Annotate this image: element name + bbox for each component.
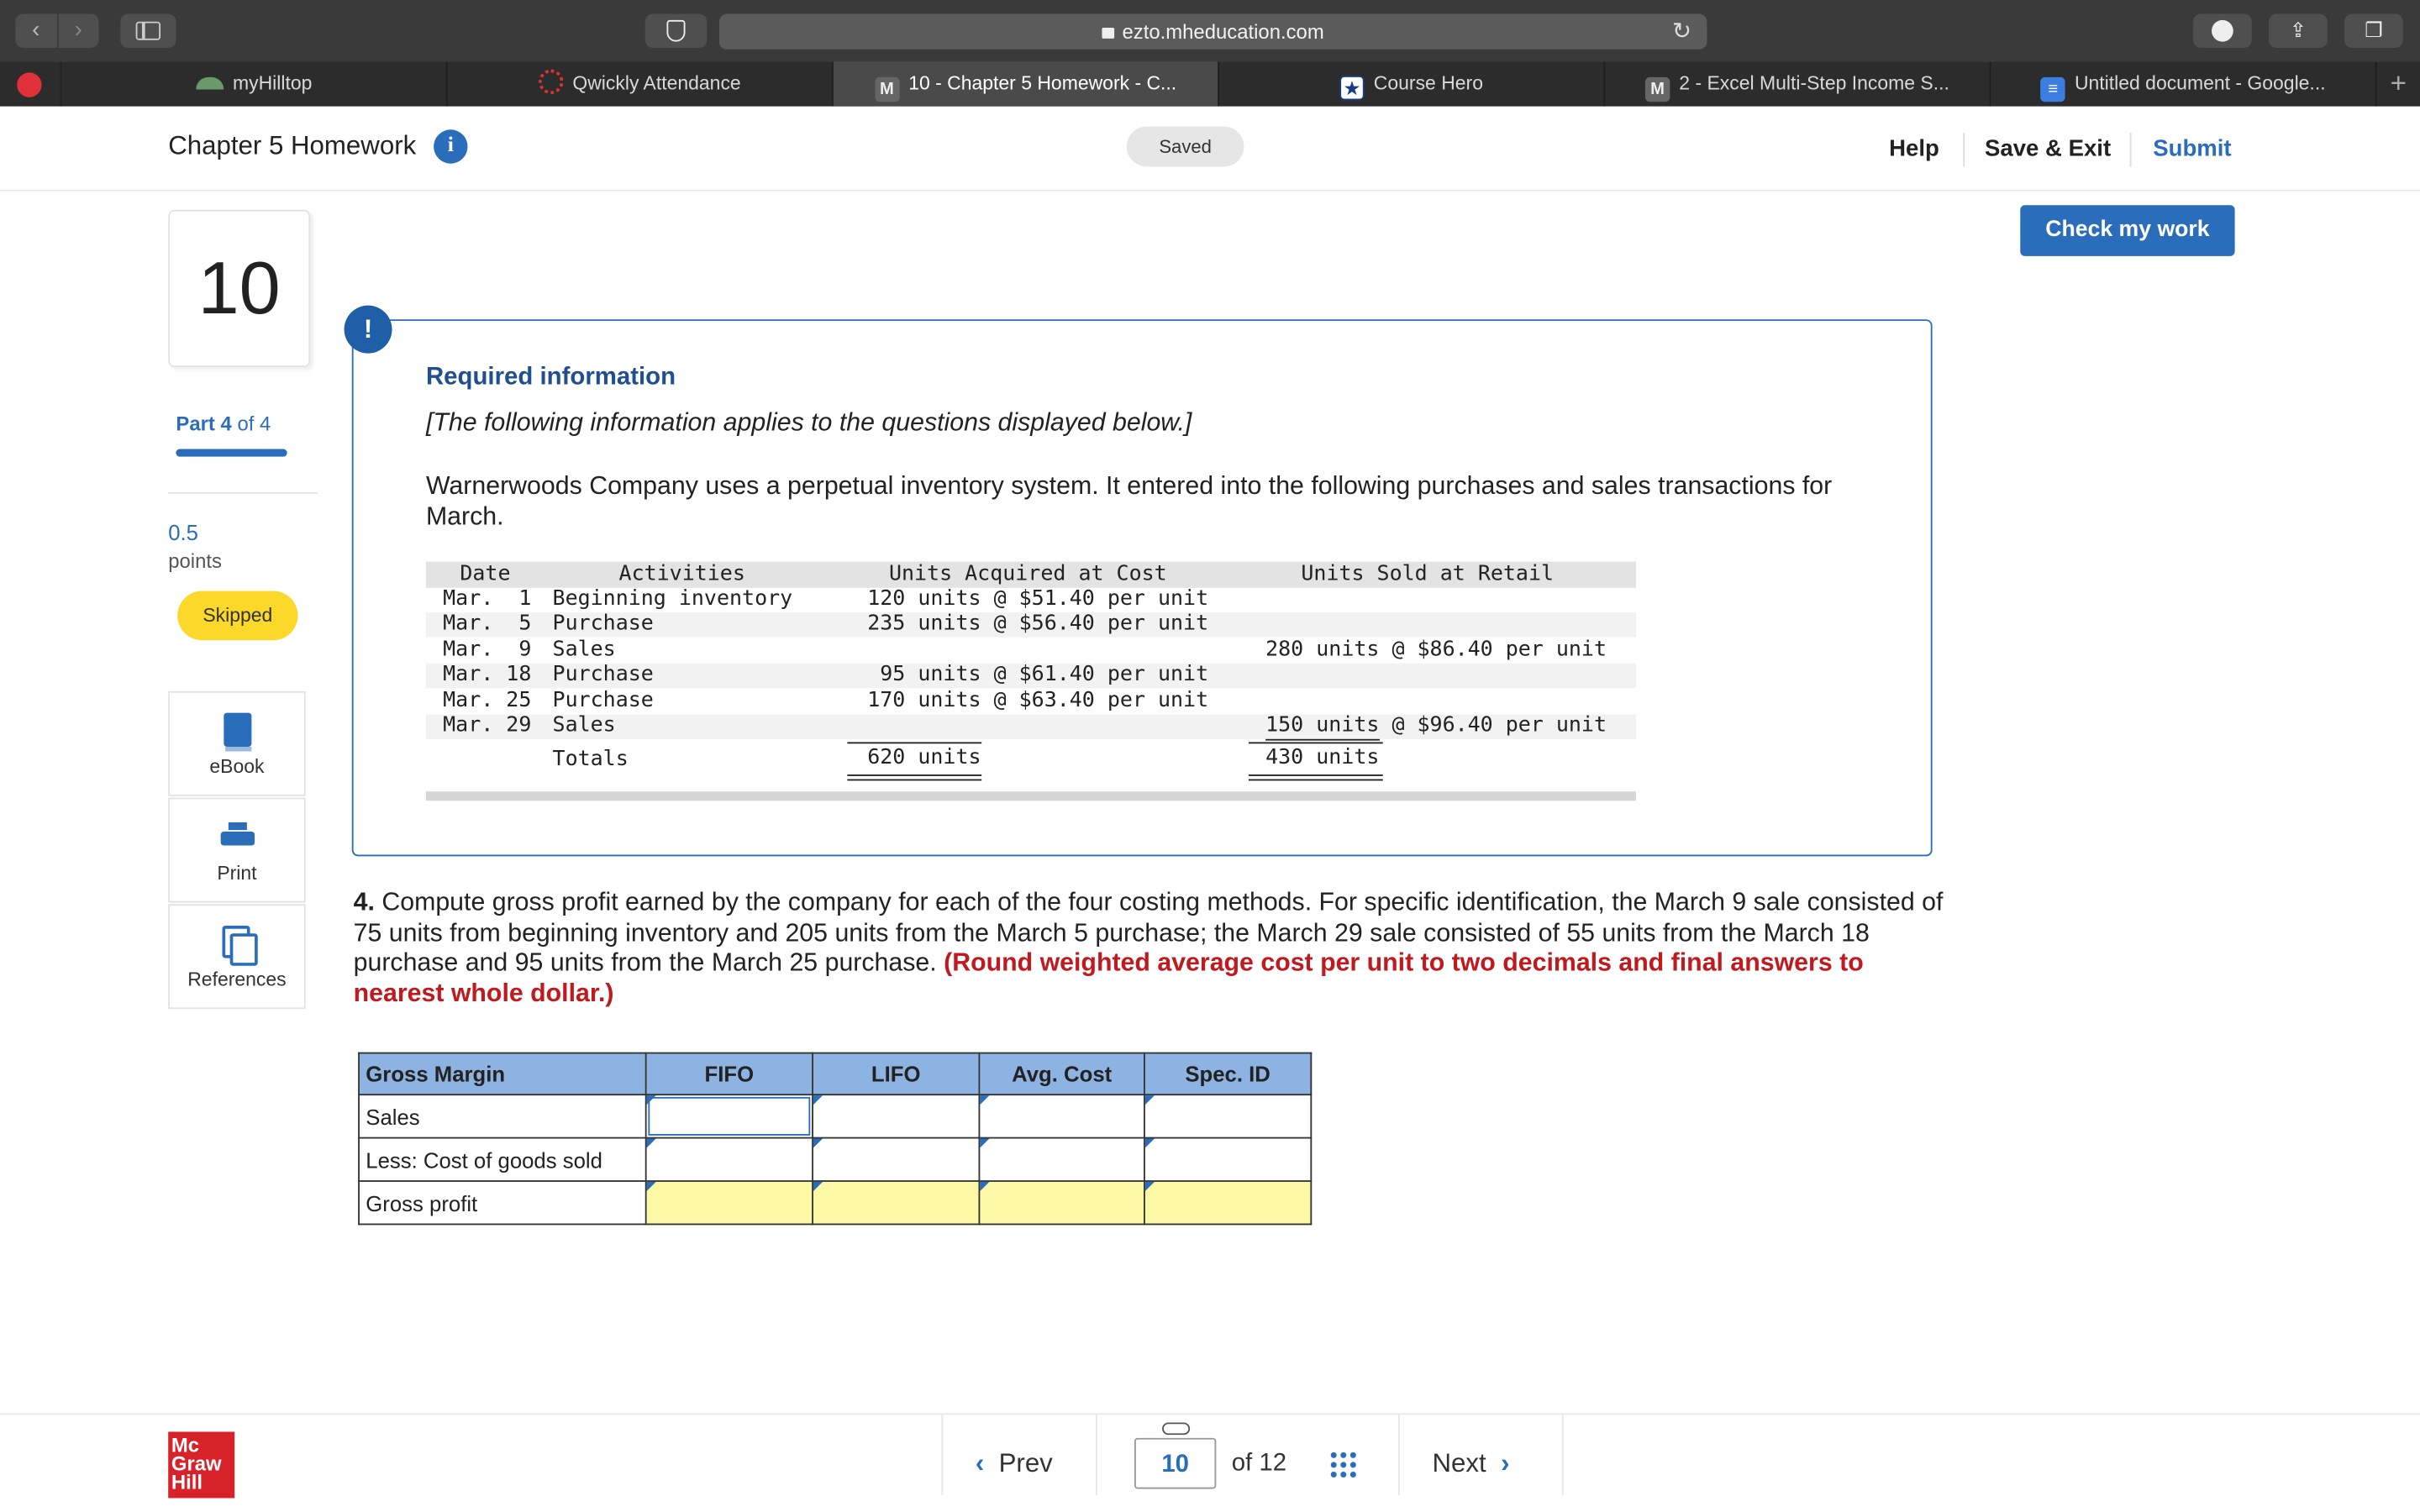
alert-icon: ! [345,306,392,354]
google-docs-icon: ≡ [2041,77,2065,102]
row-label-cogs: Less: Cost of goods sold [359,1138,646,1181]
input-cell[interactable] [813,1139,979,1181]
total-sold: 430 units [1265,745,1380,770]
ebook-button[interactable]: eBook [168,691,305,796]
header-fifo: FIFO [646,1053,813,1095]
tab-qwickly[interactable]: Qwickly Attendance [448,61,834,106]
tab-google-doc[interactable]: ≡ Untitled document - Google... [1991,61,2376,106]
row-activity: Purchase [552,661,654,687]
gross-profit-lifo-input[interactable] [813,1181,979,1224]
new-tab-button[interactable]: + [2390,67,2407,99]
double-underline [847,774,981,776]
divider [1398,1415,1400,1495]
address-bar[interactable] [719,14,1707,50]
table-row [359,1095,1311,1137]
header-spec-id: Spec. ID [1144,1053,1311,1095]
required-info-note: [The following information applies to the questions displayed below.] [425,408,1192,437]
input-cell[interactable] [980,1139,1144,1181]
divider [168,492,318,494]
mcgraw-icon: M [1645,77,1670,102]
underline [1249,742,1383,743]
tab-overview-button[interactable] [2344,14,2403,48]
total-acquired: 620 units [867,745,981,770]
points-label: points [168,549,222,573]
divider [1963,133,1965,166]
next-button[interactable]: Next › [1432,1448,1510,1478]
row-activity: Purchase [552,611,654,636]
header-avg-cost: Avg. Cost [979,1053,1144,1095]
mcgraw-hill-logo: Mc Graw Hill [168,1431,234,1498]
save-exit-link[interactable]: Save & Exit [1985,135,2112,162]
sales-avg-input[interactable] [979,1095,1144,1137]
totals-label: Totals [552,746,629,772]
mcgraw-icon: M [875,77,899,102]
help-link[interactable]: Help [1889,135,1939,162]
gross-profit-fifo-input[interactable] [646,1181,813,1224]
row-acquired: 170 units @ $63.40 per unit [867,688,1209,713]
print-button[interactable]: Print [168,798,305,903]
divider [1096,1415,1097,1495]
page-total: of 12 [1231,1450,1287,1477]
question-number: 10 [168,210,310,367]
tab-bar [0,61,2420,106]
input-cell[interactable] [1145,1182,1311,1224]
downloads-button[interactable] [2193,14,2252,48]
page-title: Chapter 5 Homework [168,131,417,161]
question-grid-icon[interactable] [1328,1451,1358,1480]
col-header-acquired: Units Acquired at Cost [888,561,1167,586]
row-label-gross-profit: Gross profit [359,1181,646,1224]
input-cell[interactable] [813,1182,979,1224]
check-my-work-button[interactable]: Check my work [2020,205,2234,256]
share-icon: ⇪ [2289,18,2307,42]
tab-myhilltop[interactable]: myHilltop [61,61,447,106]
table-row [359,1181,1311,1224]
gross-margin-table [358,1053,1312,1226]
chevron-left-icon: ‹ [975,1448,985,1478]
divider [1562,1415,1564,1495]
underline [847,742,981,743]
tab-course-hero[interactable]: ★ Course Hero [1219,61,1605,106]
tabs-icon: ❐ [2365,18,2383,42]
cogs-lifo-input[interactable] [813,1138,979,1181]
saved-status-badge: Saved [1127,127,1244,167]
row-acquired: 235 units @ $56.40 per unit [867,611,1209,636]
table-bottom-rule [426,791,1636,801]
row-acquired: 120 units @ $51.40 per unit [867,585,1209,612]
privacy-shield-button[interactable] [645,14,707,48]
sales-spec-input[interactable] [1144,1095,1311,1137]
row-acquired: 95 units @ $61.40 per unit [867,661,1209,687]
pinned-tab[interactable] [0,61,61,106]
cogs-avg-input[interactable] [979,1138,1144,1181]
row-date: Mar. 5 [443,611,532,636]
col-header-activities: Activities [618,561,745,586]
youtube-icon [17,72,41,97]
sales-lifo-input[interactable] [813,1095,979,1137]
cogs-fifo-input[interactable] [646,1138,813,1181]
sidebar-icon [136,22,160,40]
page-number-input[interactable]: 10 [1134,1438,1216,1489]
part-indicator: Part 4 of 4 [176,412,271,435]
book-icon [223,713,250,747]
sales-fifo-input[interactable] [646,1095,813,1137]
course-hero-icon: ★ [1339,76,1364,100]
divider [941,1415,943,1495]
input-cell[interactable] [647,1095,813,1137]
row-activity: Sales [552,637,616,662]
double-underline [1249,780,1383,781]
double-underline [847,780,981,781]
lock-icon [1102,28,1115,39]
share-button[interactable] [2269,14,2328,48]
table-row [359,1138,1311,1181]
double-underline [1249,774,1383,776]
underline [1265,739,1380,741]
shield-icon [666,20,685,42]
row-date: Mar. 25 [443,688,532,713]
back-forward-buttons[interactable] [15,14,98,48]
row-date: Mar. 18 [443,661,532,687]
row-activity: Beginning inventory [552,585,793,612]
qwickly-icon [539,70,563,94]
references-button[interactable]: References [168,904,305,1009]
row-activity: Purchase [552,688,654,713]
row-date: Mar. 29 [443,712,532,738]
row-date: Mar. 1 [443,585,532,612]
sidebar-toggle-button[interactable] [120,14,176,48]
gross-profit-spec-input[interactable] [1144,1181,1311,1224]
back-icon[interactable]: ‹ [32,17,40,44]
row-label-sales: Sales [359,1095,646,1137]
divider [2130,133,2132,166]
row-activity: Sales [552,712,616,738]
table-header-row [359,1053,1311,1095]
prev-button[interactable]: ‹ Prev [975,1448,1053,1478]
part-progress-bar [176,449,287,456]
submit-link[interactable]: Submit [2153,135,2232,162]
skipped-status-badge: Skipped [177,591,297,640]
link-icon [1162,1422,1190,1435]
reload-icon[interactable]: ↻ [1671,18,1692,45]
rounding-instruction: (Round weighted average cost per unit to two decimals and final answers to nearest whole dollar.) [353,949,1864,1008]
input-cell[interactable] [1145,1095,1311,1137]
col-header-sold: Units Sold at Retail [1301,561,1555,586]
hill-icon [196,77,224,90]
printer-icon [220,819,254,853]
download-icon [2212,20,2233,42]
footer-divider [0,1413,2420,1415]
input-cell[interactable] [980,1095,1144,1137]
input-cell[interactable] [647,1139,813,1181]
row-sold: 280 units @ $86.40 per unit [1265,637,1607,662]
tab-excel-income[interactable]: M 2 - Excel Multi-Step Income S... [1605,61,1991,106]
header-gross-margin: Gross Margin [359,1053,646,1095]
browser-toolbar [0,0,2420,61]
info-icon[interactable]: i [434,129,467,163]
input-cell[interactable] [1145,1139,1311,1181]
gross-profit-avg-input[interactable] [979,1181,1144,1224]
input-cell[interactable] [813,1095,979,1137]
forward-icon[interactable]: › [56,14,99,48]
assignment-header [0,107,2420,192]
points-value: 0.5 [168,519,198,545]
cogs-spec-input[interactable] [1144,1138,1311,1181]
copy-icon [222,926,253,959]
row-date: Mar. 9 [443,637,532,662]
header-lifo: LIFO [813,1053,979,1095]
chevron-right-icon: › [1501,1448,1510,1478]
required-info-title: Required information [425,364,676,391]
col-header-date: Date [460,561,511,586]
question-text: 4. Compute gross profit earned by the company for each of the four costing methods. For specific identification, the March 9 sale consisted of 75 units from beginning inventory and 205 units from the March 5 purchase; the March 29 sale consisted of 55 units from the March 18 purchase and 95 units from the March 25 purchase. (Round weighted average cost per unit to two decimals and final answers to nearest whole dollar.) [353,888,1944,1008]
required-info-intro: Warnerwoods Company uses a perpetual inventory system. It entered into the following purchases and sales transactions for March. [425,472,1833,531]
input-cell[interactable] [980,1182,1144,1224]
url-text: ezto.mheducation.com [1122,19,1324,44]
tab-chapter5-homework[interactable]: M 10 - Chapter 5 Homework - C... [834,61,1219,106]
input-cell[interactable] [647,1182,813,1224]
row-sold: 150 units @ $96.40 per unit [1265,712,1607,738]
